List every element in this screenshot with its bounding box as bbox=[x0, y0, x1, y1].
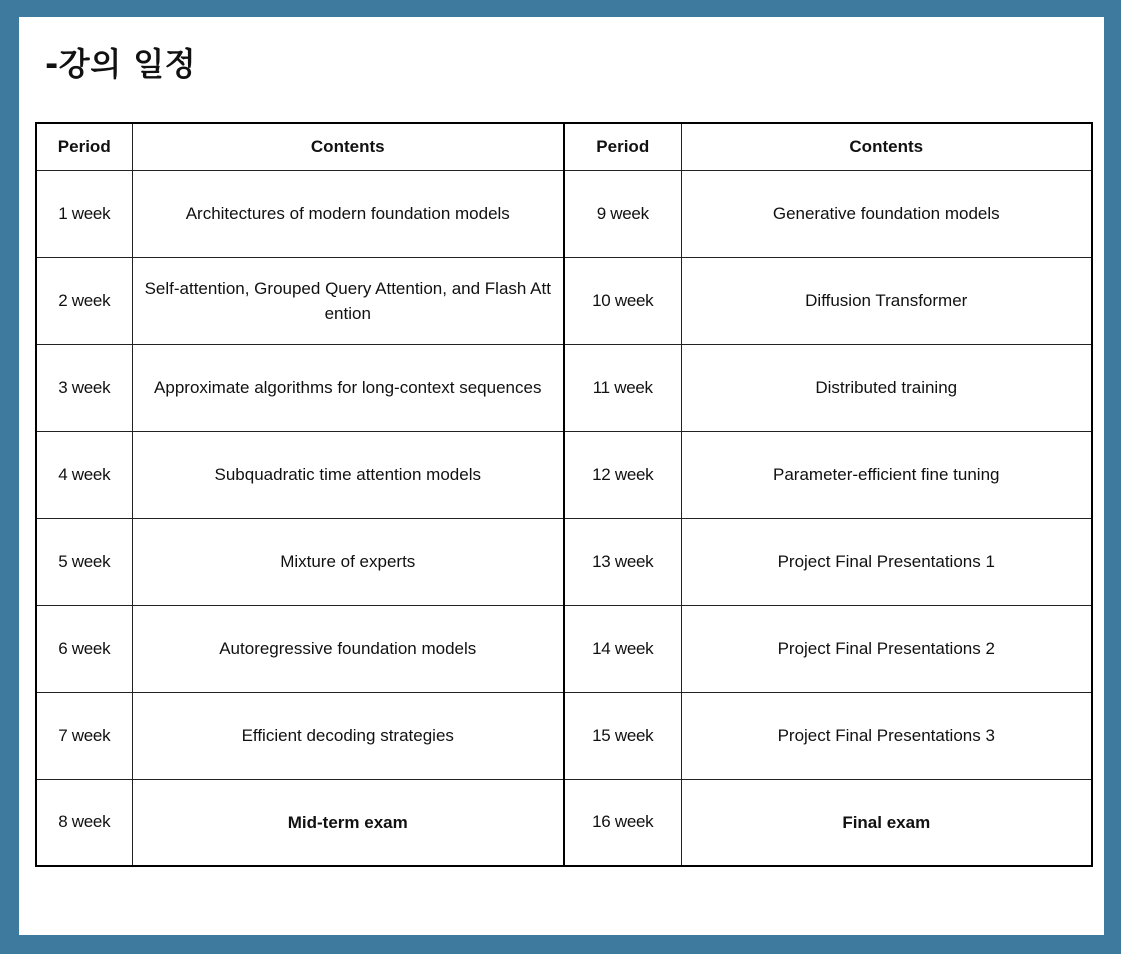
contents-cell: Efficient decoding strategies bbox=[132, 692, 564, 779]
contents-cell: Generative foundation models bbox=[681, 170, 1092, 257]
contents-cell: Architectures of modern foundation models bbox=[132, 170, 564, 257]
header-contents-left: Contents bbox=[132, 123, 564, 170]
table-row bbox=[36, 431, 1092, 518]
period-cell: 14 week bbox=[564, 605, 681, 692]
table-row bbox=[36, 605, 1092, 692]
table-row bbox=[36, 344, 1092, 431]
final-exam-cell: Final exam bbox=[681, 779, 1092, 866]
midterm-exam-cell: Mid-term exam bbox=[132, 779, 564, 866]
page-title: -강의 일정 bbox=[45, 45, 197, 83]
contents-cell: Project Final Presentations 3 bbox=[681, 692, 1092, 779]
period-cell: 8 week bbox=[36, 779, 132, 866]
period-cell: 7 week bbox=[36, 692, 132, 779]
table-row bbox=[36, 518, 1092, 605]
period-cell: 1 week bbox=[36, 170, 132, 257]
period-cell: 16 week bbox=[564, 779, 681, 866]
period-cell: 4 week bbox=[36, 431, 132, 518]
table-header-row bbox=[36, 123, 1092, 170]
contents-cell: Approximate algorithms for long-context sequences bbox=[132, 344, 564, 431]
table-row bbox=[36, 257, 1092, 344]
contents-cell: Parameter-efficient fine tuning bbox=[681, 431, 1092, 518]
period-cell: 15 week bbox=[564, 692, 681, 779]
period-cell: 5 week bbox=[36, 518, 132, 605]
contents-cell: Project Final Presentations 1 bbox=[681, 518, 1092, 605]
contents-cell: Project Final Presentations 2 bbox=[681, 605, 1092, 692]
period-cell: 2 week bbox=[36, 257, 132, 344]
contents-cell: Subquadratic time attention models bbox=[132, 431, 564, 518]
contents-cell: Diffusion Transformer bbox=[681, 257, 1092, 344]
period-cell: 11 week bbox=[564, 344, 681, 431]
contents-cell: Mixture of experts bbox=[132, 518, 564, 605]
table-row bbox=[36, 692, 1092, 779]
header-period-left: Period bbox=[36, 123, 132, 170]
slide-page bbox=[19, 17, 1104, 935]
contents-cell: Self-attention, Grouped Query Attention, and Flash Attention bbox=[132, 257, 564, 344]
period-cell: 10 week bbox=[564, 257, 681, 344]
period-cell: 13 week bbox=[564, 518, 681, 605]
table-row bbox=[36, 779, 1092, 866]
header-period-right: Period bbox=[564, 123, 681, 170]
header-contents-right: Contents bbox=[681, 123, 1092, 170]
period-cell: 6 week bbox=[36, 605, 132, 692]
period-cell: 9 week bbox=[564, 170, 681, 257]
contents-cell: Autoregressive foundation models bbox=[132, 605, 564, 692]
schedule-table bbox=[35, 122, 1093, 867]
table-row bbox=[36, 170, 1092, 257]
contents-cell: Distributed training bbox=[681, 344, 1092, 431]
period-cell: 3 week bbox=[36, 344, 132, 431]
period-cell: 12 week bbox=[564, 431, 681, 518]
